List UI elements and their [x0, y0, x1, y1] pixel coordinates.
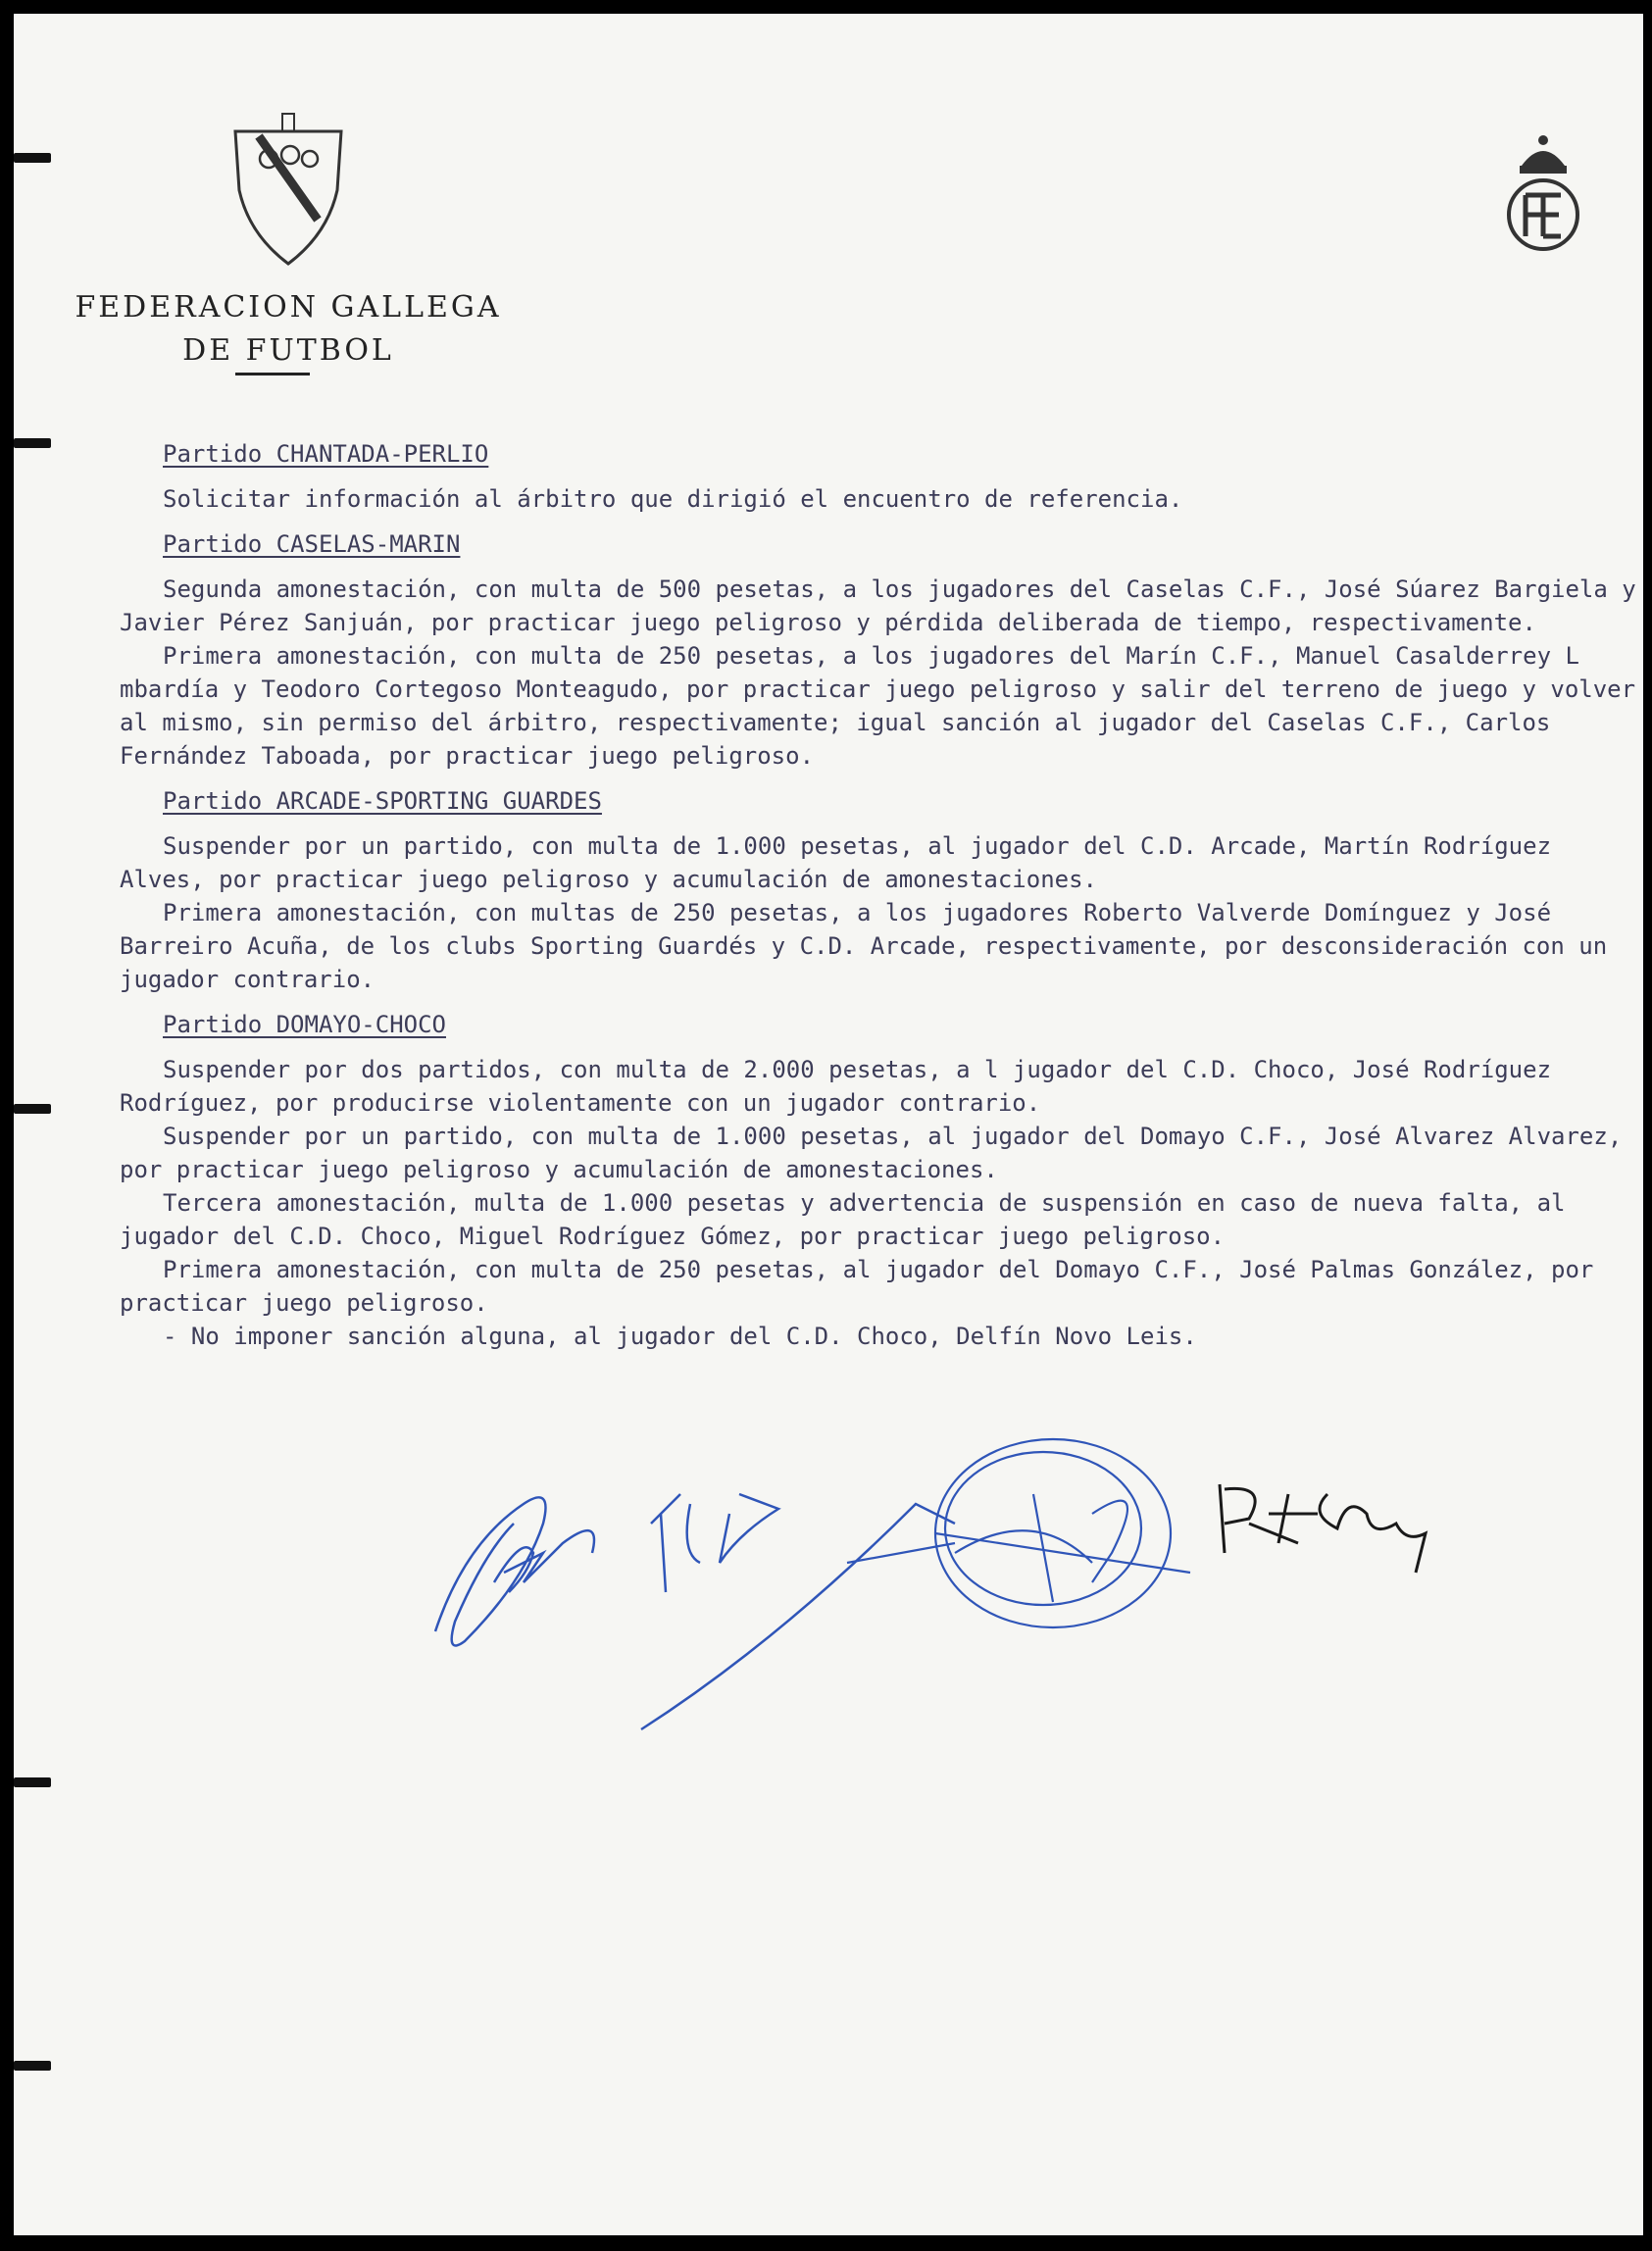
- paragraph: Primera amonestación, con multa de 250 pesetas, a los jugadores del Marín C.F., Manuel Casalderrey L mbardía y Teodoro Cortegoso Monteagudo, por practicar juego peligroso y salir del terreno de juego y volver al mismo, sin permiso del árbitro, respectivamente; igual sanción al jugador del Caselas C.F., Carlos Fernández Taboada, por practicar juego peligroso.: [120, 642, 1636, 770]
- binder-hole-mark: [14, 2061, 51, 2071]
- federation-name: [73, 286, 504, 373]
- binder-hole-mark: [14, 153, 51, 163]
- rfef-emblem-logo: [1494, 126, 1592, 259]
- binder-hole-mark: [14, 438, 51, 448]
- binder-hole-mark: [14, 1104, 51, 1114]
- letterhead-divider: [235, 373, 310, 375]
- paragraph: Solicitar información al árbitro que dirigió el encuentro de referencia.: [163, 485, 1183, 513]
- resolution-body: [120, 437, 1649, 1353]
- federation-name-line1: FEDERACION GALLEGA: [75, 290, 502, 325]
- signatures: [406, 1435, 1563, 1749]
- binder-hole-mark: [14, 1777, 51, 1787]
- paragraph: Primera amonestación, con multas de 250 pesetas, a los jugadores Roberto Valverde Domínguez y José Barreiro Acuña, de los clubs Sporting Guardés y C.D. Arcade, respectivamente, por desconsideración con un jugador contrario.: [120, 899, 1608, 993]
- federation-name-line2: DE FUTBOL: [182, 333, 394, 368]
- signature-2: [641, 1494, 955, 1729]
- document-page: [14, 14, 1643, 2235]
- paragraph: - No imponer sanción alguna, al jugador del C.D. Choco, Delfín Novo Leis.: [163, 1323, 1197, 1350]
- signature-1: [435, 1497, 594, 1645]
- signature-4: [1220, 1484, 1426, 1573]
- federation-crest-logo: [229, 112, 347, 269]
- paragraph: Suspender por un partido, con multa de 1.000 pesetas, al jugador del Domayo C.F., José Alvarez Alvarez, por practicar juego peligroso y acumulación de amonestaciones.: [120, 1123, 1623, 1183]
- section-heading: Partido CASELAS-MARIN: [163, 530, 461, 558]
- section-heading: Partido DOMAYO-CHOCO: [163, 1011, 446, 1038]
- section-heading: Partido ARCADE-SPORTING GUARDES: [163, 787, 602, 815]
- section-heading: Partido CHANTADA-PERLIO: [163, 440, 489, 468]
- paragraph: Suspender por un partido, con multa de 1.000 pesetas, al jugador del C.D. Arcade, Martín Rodríguez Alves, por practicar juego peligroso y acumulación de amonestaciones.: [120, 832, 1552, 893]
- signature-3: [847, 1439, 1190, 1627]
- paragraph: Tercera amonestación, multa de 1.000 pesetas y advertencia de suspensión en caso de nueva falta, al jugador del C.D. Choco, Miguel Rodríguez Gómez, por practicar juego peligroso.: [120, 1189, 1566, 1250]
- paragraph: Suspender por dos partidos, con multa de 2.000 pesetas, a l jugador del C.D. Choco, José Rodríguez Rodríguez, por producirse violentamente con un jugador contrario.: [120, 1056, 1552, 1117]
- paragraph: Segunda amonestación, con multa de 500 pesetas, a los jugadores del Caselas C.F., José Súarez Bargiela y Javier Pérez Sanjuán, por practicar juego peligroso y pérdida deliberada de tiempo, respectivamente.: [120, 575, 1636, 636]
- paragraph: Primera amonestación, con multa de 250 pesetas, al jugador del Domayo C.F., José Palmas González, por practicar juego peligroso.: [120, 1256, 1594, 1317]
